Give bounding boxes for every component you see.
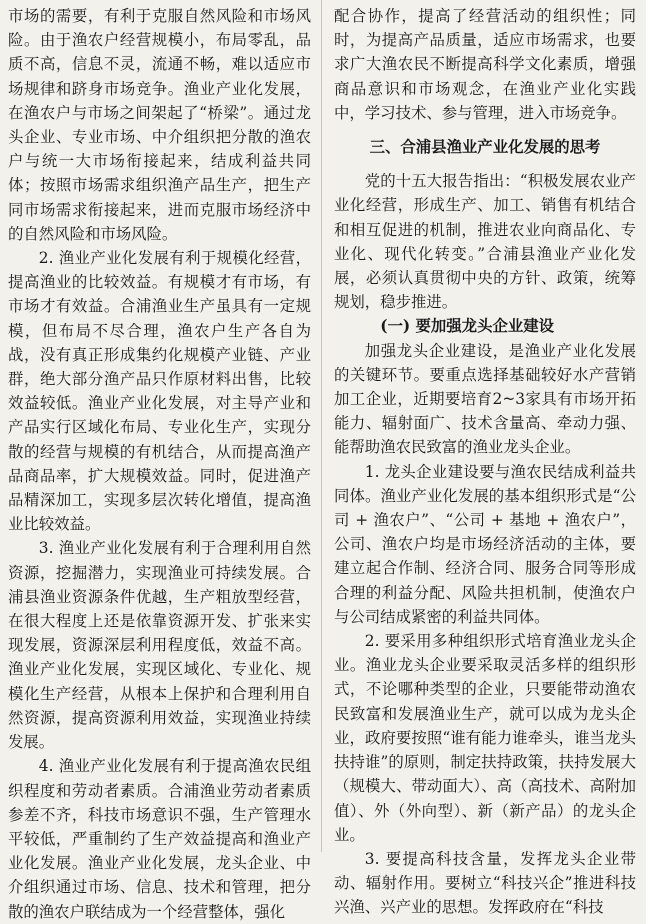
section-heading: 三、合浦县渔业产业化发展的思考 (369, 138, 601, 157)
paragraph-organization-forms: 2. 要采用多种组织形式培育渔业龙头企业。渔业龙头企业要采取灵活多样的组织形式，不论哪种类型的企业，只要能带动渔农民致富和发展渔业生产，就可以成为龙头企业，政府要按照“谁有能力谁牵头，谁当龙头扶持谁”的原则，制定扶持政策，扶持发展大（规模大、带动面大）、高（高技术、高附加值）、外（外向型）、新（新产品）的龙头企业。 (334, 632, 636, 844)
right-column (334, 4, 636, 920)
paragraph-natural-resources: 3. 渔业产业化发展有利于合理利用自然资源，挖掘潜力，实现渔业可持续发展。合浦县渔业资源条件优越，生产粗放型经营，在很大程度上还是依靠资源开发、扩张来实现发展，资源深层利用程度低，效益不高。渔业产业化发展，实现区域化、专业化、规模化生产经营，从根本上保护和合理利用自然资源，提高资源利用效益，实现渔业持续发展。 (8, 539, 311, 752)
paragraph-scale-operation: 2. 渔业产业化发展有利于规模化经营，提高渔业的比较效益。有规模才有市场，有市场才有效益。合浦渔业生产虽具有一定规模，但布局不尽合理，渔农户生产各自为战，没有真正形成集约化规模产业链、产业群，绝大部分渔产品只作原材料出售，比较效益较低。渔业产业化发展，对主导产业和产品实行区域化布局、专业化生产，实现分散的经营与规模的有机结合，从而提高渔产品商品率，扩大规模效益。同时，促进渔产品精深加工，实现多层次转化增值，提高渔业比较效益。 (8, 249, 311, 534)
paragraph-interest-community: 1. 龙头企业建设要与渔农民结成利益共同体。渔业产业化发展的基本组织形式是“公司 + 渔农户”、“公司 + 基地 + 渔农户”，公司、渔农户均是市场经济活动的主体，要建立起合作制、经济合同、服务合同等形成合理的利益分配、风险共担机制，使渔农户与公司结成紧密的利益共同体。 (334, 462, 636, 626)
subsection-heading: (一) 要加强龙头企业建设 (380, 317, 555, 336)
paragraph-cooperation: 配合协作，提高了经营活动的组织性；同时，为提高产品质量，适应市场需求，也要求广大渔农民不断提高科学文化素质，增强商品意识和市场观念，在渔业产业化实践中，学习技术、参与管理，进入市场竞争。 (334, 7, 636, 122)
left-column (8, 4, 311, 924)
paragraph-leading-enterprise: 加强龙头企业建设，是渔业产业化发展的关键环节。要重点选择基础较好水产营销加工企业，近期要培育2~3家具有市场开拓能力、辐射面广、技术含量高、牵动力强、能帮助渔农民致富的渔业龙头企业。 (334, 341, 636, 457)
paragraph-party-report: 党的十五大报告指出：“积极发展农业产业化经营，形成生产、加工、销售有机结合和相互促进的机制，推进农业向商品化、专业化、现代化转变。”合浦县渔业产业化发展，必须认真贯彻中央的方针、政策，统筹规划，稳步推进。 (334, 172, 636, 312)
paragraph-market-risk: 市场的需要，有利于克服自然风险和市场风险。由于渔农户经营规模小，布局零乱，品质不高，信息不灵，流通不畅，难以适应市场规律和跻身市场竞争。渔业产业化发展，在渔农户与市场之间架起了“桥梁”。通过龙头企业、专业市场、中介组织把分散的渔农户与统一大市场衔接起来，结成利益共同体；按照市场需求组织渔产品生产，把生产同市场需求衔接起来，进而克服市场经济中的自然风险和市场风险。 (8, 7, 311, 243)
paragraph-technology: 3. 要提高科技含量，发挥龙头企业带动、辐射作用。要树立“科技兴企”推进科技兴渔、兴产业的思想。发挥政府在“科技 (334, 849, 636, 917)
paragraph-organization-quality: 4. 渔业产业化发展有利于提高渔农民组织程度和劳动者素质。合浦渔业劳动者素质参差不齐，科技市场意识不强，生产管理水平较低，严重制约了生产效益提高和渔业产业化发展。渔业产业化发展，龙头企业、中介组织通过市场、信息、技术和管理，把分散的渔农户联结成为一个经营整体，强化 (8, 757, 311, 921)
column-divider (321, 0, 322, 852)
